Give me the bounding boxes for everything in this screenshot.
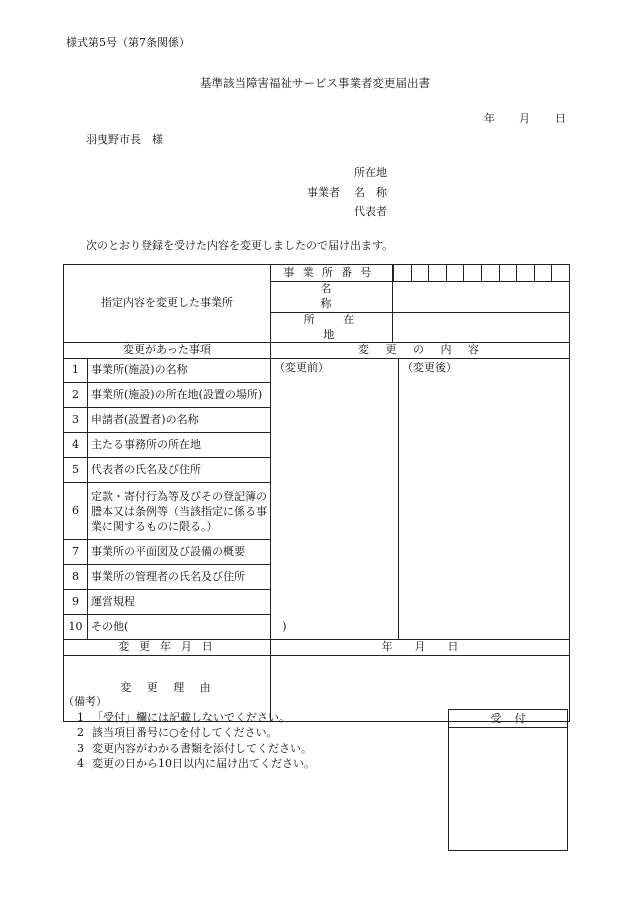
item-text: 事業所(施設)の名称 bbox=[88, 359, 271, 383]
remark-text: 該当項目番号に○を付してください。 bbox=[92, 726, 278, 739]
applicant-location-label: 所在地 bbox=[354, 166, 387, 179]
item-text: 定款・寄付行為等及びその登記簿の謄本又は条例等（当該指定に係る事業に関するものに限る。） bbox=[88, 483, 271, 540]
date-year-label: 年 bbox=[484, 112, 495, 125]
item-text: 事業所の平面図及び設備の概要 bbox=[88, 540, 271, 565]
remark-number: 2 bbox=[77, 726, 84, 739]
facility-address-field[interactable] bbox=[393, 312, 570, 343]
item-number[interactable]: 1 bbox=[64, 359, 88, 383]
remark-number: 1 bbox=[77, 710, 84, 724]
item-text: 事業所(施設)の所在地(設置の場所) bbox=[88, 383, 271, 408]
remarks bbox=[63, 694, 315, 772]
change-content-header: 変更の内容 bbox=[271, 343, 570, 359]
facility-section-label: 指定内容を変更した事業所 bbox=[64, 265, 271, 343]
item-number[interactable]: 3 bbox=[64, 408, 88, 433]
reception-label: 受付 bbox=[449, 710, 567, 728]
item-number[interactable]: 10 bbox=[64, 615, 88, 640]
reception-box bbox=[448, 709, 568, 851]
remark-number: 4 bbox=[77, 757, 84, 770]
change-date-value[interactable]: 年 月 日 bbox=[271, 640, 570, 656]
item-number[interactable]: 4 bbox=[64, 433, 88, 458]
item-number[interactable]: 8 bbox=[64, 565, 88, 590]
office-number-label: 事業所番号 bbox=[271, 265, 393, 282]
item-text: 申請者(設置者)の名称 bbox=[88, 408, 271, 433]
document-title: 基準該当障害福祉サービス事業者変更届出書 bbox=[200, 76, 430, 90]
item-number[interactable]: 7 bbox=[64, 540, 88, 565]
facility-name-field[interactable] bbox=[393, 282, 570, 313]
remarks-title: （備考） bbox=[63, 695, 107, 708]
change-date-label: 変更年月日 bbox=[64, 640, 271, 656]
applicant-name-label: 名 称 bbox=[354, 186, 387, 199]
item-text: 代表者の氏名及び住所 bbox=[88, 458, 271, 483]
form-number: 様式第5号（第7条関係） bbox=[66, 36, 190, 49]
intro-text: 次のとおり登録を受けた内容を変更しましたので届け出ます。 bbox=[86, 239, 394, 252]
item-text: 運営規程 bbox=[88, 590, 271, 615]
facility-name-label: 名称 bbox=[271, 282, 393, 313]
change-reason-label: 変更理由 bbox=[64, 656, 271, 722]
facility-address-label: 所在地 bbox=[271, 312, 393, 343]
change-form-table bbox=[63, 264, 570, 722]
addressee: 羽曳野市長 様 bbox=[86, 133, 163, 146]
item-number[interactable]: 2 bbox=[64, 383, 88, 408]
office-number-boxes[interactable] bbox=[393, 265, 570, 282]
item-number[interactable]: 5 bbox=[64, 458, 88, 483]
applicant-rep-label: 代表者 bbox=[354, 205, 387, 218]
date-month-label: 月 bbox=[519, 112, 530, 125]
item-number[interactable]: 9 bbox=[64, 590, 88, 615]
before-label: （変更前） bbox=[274, 361, 329, 375]
item-text: その他( ) bbox=[88, 615, 271, 640]
remark-text: 「受付」欄には記載しないでください。 bbox=[92, 710, 290, 724]
remark-text: 変更内容がわかる書類を添付してください。 bbox=[92, 741, 312, 755]
item-text: 事業所の管理者の氏名及び住所 bbox=[88, 565, 271, 590]
applicant-business-label: 事業者 bbox=[307, 186, 340, 199]
after-label: （変更後） bbox=[402, 361, 457, 375]
item-number[interactable]: 6 bbox=[64, 483, 88, 540]
item-text: 主たる事務所の所在地 bbox=[88, 433, 271, 458]
date-day-label: 日 bbox=[555, 112, 566, 125]
before-change-area[interactable] bbox=[271, 359, 399, 640]
remark-number: 3 bbox=[77, 741, 84, 755]
remark-text: 変更の日から10日以内に届け出てください。 bbox=[92, 757, 315, 770]
changed-items-header: 変更があった事項 bbox=[64, 343, 271, 359]
after-change-area[interactable] bbox=[399, 359, 570, 640]
